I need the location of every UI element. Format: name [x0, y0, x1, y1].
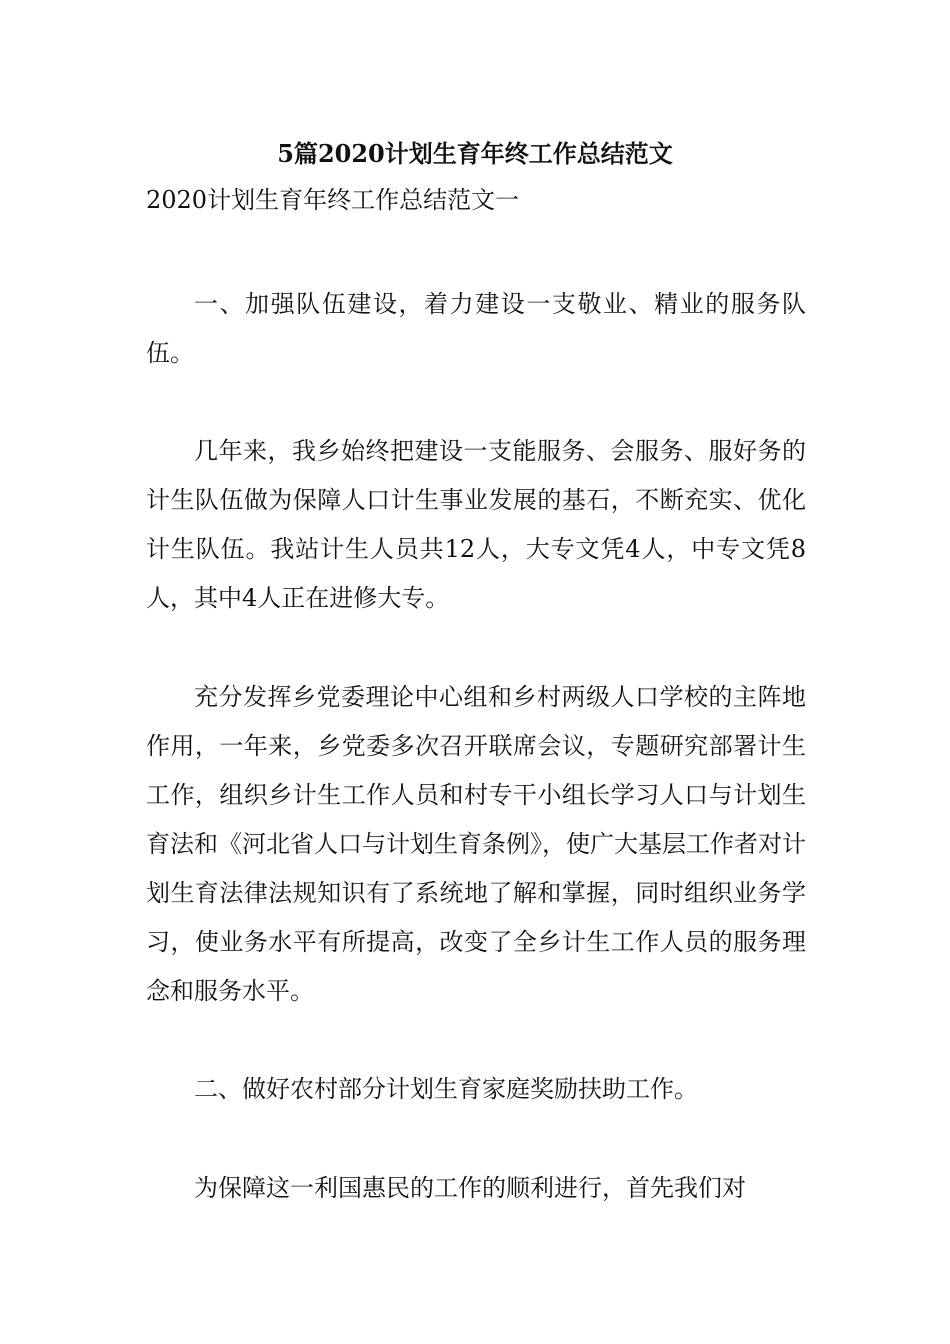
- paragraph-5: 为保障这一利国惠民的工作的顺利进行，首先我们对: [194, 1174, 746, 1202]
- document-title: 5篇2020计划生育年终工作总结范文: [277, 139, 673, 168]
- paragraph-4: 二、做好农村部分计划生育家庭奖励扶助工作。: [194, 1075, 698, 1103]
- paragraph-1: 一、加强队伍建设，着力建设一支敬业、精业的服务队伍。: [146, 290, 806, 367]
- paragraph-3: 充分发挥乡党委理论中心组和乡村两级人口学校的主阵地作用，一年来，乡党委多次召开联席会议，专题研究部署计生工作，组织乡计生工作人员和村专干小组长学习人口与计划生育法和《河北省人口与计划生育条例》，使广大基层工作者对计划生育法律法规知识有了系统地了解和掌握，同时组织业务学习，使业务水平有所提高，改变了全乡计生工作人员的服务理念和服务水平。: [146, 683, 806, 1005]
- paragraph-2: 几年来，我乡始终把建设一支能服务、会服务、服好务的计生队伍做为保障人口计生事业发展的基石，不断充实、优化计生队伍。我站计生人员共12人，大专文凭4人，中专文凭8人，其中4人正在进修大专。: [146, 437, 806, 612]
- document-subtitle: 2020计划生育年终工作总结范文一: [146, 186, 520, 214]
